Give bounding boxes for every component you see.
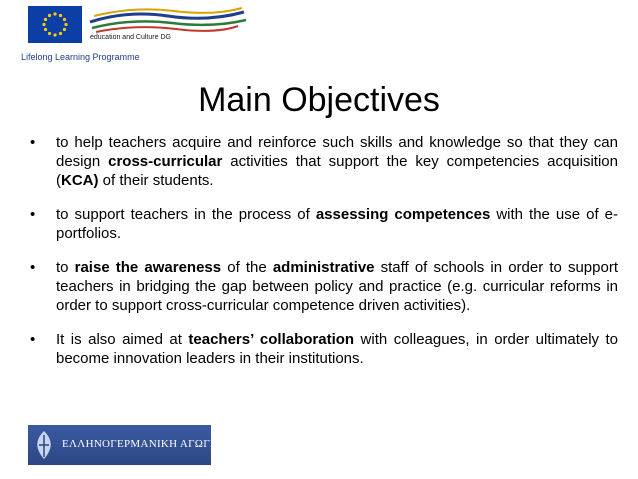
objective-item-1 — [30, 133, 618, 190]
objective-text-bold: administrative — [272, 259, 375, 276]
bullet-icon: • — [30, 206, 36, 223]
objective-text-bold: KCA) — [61, 172, 99, 189]
objective-text — [56, 331, 618, 367]
objective-text-run: to — [56, 259, 75, 276]
objective-item-3 — [30, 258, 618, 315]
eu-flag-icon — [28, 6, 82, 43]
objective-text-run: staff of schools in order to support teachers in bridging the gap between policy and practice (e.g. curricular reforms in order to support cross-curricular competence driven activities). — [56, 259, 618, 314]
objective-item-4 — [30, 330, 618, 368]
objective-text-run: of their students. — [98, 172, 214, 189]
objective-text — [56, 206, 618, 242]
partner-label: education and Culture DG — [90, 34, 171, 41]
school-logo — [28, 425, 219, 465]
objective-text — [56, 134, 618, 189]
objective-text — [56, 259, 618, 314]
objective-text-run: It is also aimed at — [56, 331, 189, 348]
objective-item-2 — [30, 205, 618, 243]
programme-label: Lifelong Learning Programme — [21, 52, 140, 62]
objective-text-bold: teachers’ collaboration — [188, 331, 355, 348]
school-name: ΕΛΛΗΝΟΓΕΡΜΑΝΙΚΗ ΑΓΩΓΗ — [62, 438, 219, 450]
objective-text-run: to support teachers in the process of — [56, 206, 316, 223]
objective-text-bold: raise the awareness — [74, 259, 222, 276]
bullet-icon: • — [30, 134, 36, 151]
bullet-icon: • — [30, 259, 36, 276]
objective-text-bold: assessing competences — [315, 206, 491, 223]
objective-text-run: with colleagues, in order ultimately to become innovation leaders in their institutions. — [56, 331, 619, 367]
header-logos — [0, 0, 260, 70]
objective-text-run: of the — [221, 259, 273, 276]
slide-title: Main Objectives — [198, 81, 440, 119]
bullet-icon: • — [30, 331, 36, 348]
objective-text-run: activities that support the key competencies acquisition ( — [56, 153, 618, 189]
objectives-list — [30, 133, 618, 368]
objective-text-run: with the use of e-portfolios. — [56, 206, 618, 242]
school-emblem-icon — [32, 429, 56, 461]
objective-text-bold: cross-curricular — [108, 153, 223, 170]
objective-text-run: to help teachers acquire and reinforce such skills and knowledge so that they can design — [56, 134, 618, 170]
